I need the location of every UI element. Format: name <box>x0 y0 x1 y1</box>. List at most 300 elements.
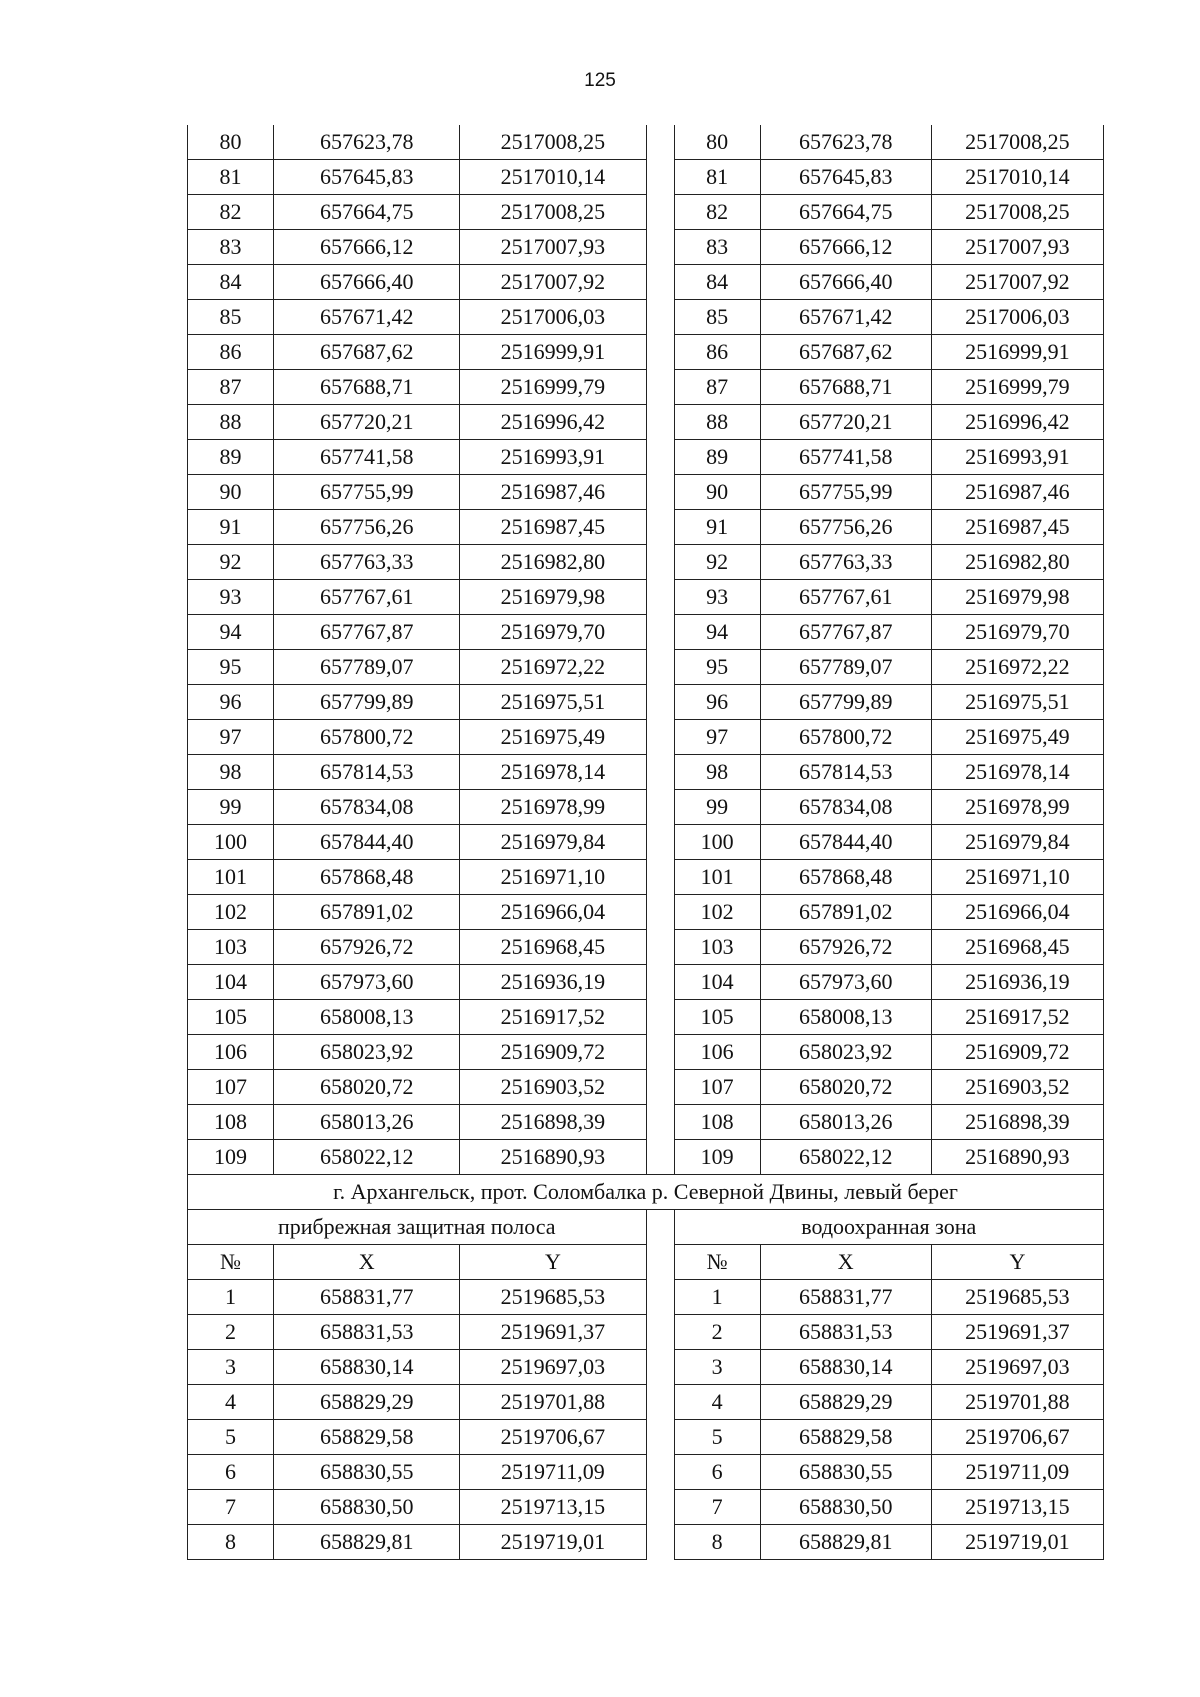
table-row <box>188 755 1104 790</box>
right-coord-y: 2517008,25 <box>931 195 1103 230</box>
table-row <box>188 860 1104 895</box>
left-point-number: 4 <box>188 1385 274 1420</box>
column-gap <box>646 790 674 825</box>
left-point-number: 90 <box>188 475 274 510</box>
right-coord-y: 2516968,45 <box>931 930 1103 965</box>
right-coord-y: 2519691,37 <box>931 1315 1103 1350</box>
left-coord-y: 2519701,88 <box>460 1385 646 1420</box>
left-coord-x: 657763,33 <box>274 545 460 580</box>
left-coord-y: 2516890,93 <box>460 1140 646 1175</box>
right-point-number: 86 <box>674 335 760 370</box>
table-row <box>188 1455 1104 1490</box>
table-row <box>188 685 1104 720</box>
left-point-number: 97 <box>188 720 274 755</box>
table-row <box>188 440 1104 475</box>
left-coord-x: 657789,07 <box>274 650 460 685</box>
table-row <box>188 650 1104 685</box>
column-gap <box>646 440 674 475</box>
right-point-number: 93 <box>674 580 760 615</box>
right-coord-y: 2519711,09 <box>931 1455 1103 1490</box>
left-coord-y: 2517008,25 <box>460 125 646 160</box>
left-coord-y: 2519691,37 <box>460 1315 646 1350</box>
left-coord-x: 658829,81 <box>274 1525 460 1560</box>
right-point-number: 101 <box>674 860 760 895</box>
left-coord-x: 657834,08 <box>274 790 460 825</box>
right-coord-y: 2519685,53 <box>931 1280 1103 1315</box>
right-point-number: 97 <box>674 720 760 755</box>
table-row <box>188 510 1104 545</box>
section-title: г. Архангельск, прот. Соломбалка р. Северной Двины, левый берег <box>188 1175 1104 1210</box>
column-gap <box>646 1385 674 1420</box>
table-row <box>188 1000 1104 1035</box>
column-gap <box>646 475 674 510</box>
column-gap <box>646 650 674 685</box>
right-point-number: 90 <box>674 475 760 510</box>
right-coord-x: 658830,14 <box>760 1350 931 1385</box>
column-gap <box>646 1455 674 1490</box>
left-coord-y: 2516968,45 <box>460 930 646 965</box>
left-coord-x: 658023,92 <box>274 1035 460 1070</box>
left-coord-y: 2517007,92 <box>460 265 646 300</box>
right-point-number: 100 <box>674 825 760 860</box>
right-point-number: 8 <box>674 1525 760 1560</box>
left-point-number: 82 <box>188 195 274 230</box>
left-coord-x: 657666,40 <box>274 265 460 300</box>
left-coord-x: 657973,60 <box>274 965 460 1000</box>
table-row <box>188 895 1104 930</box>
table-row <box>188 965 1104 1000</box>
left-coord-y: 2516975,49 <box>460 720 646 755</box>
right-coord-x: 658831,77 <box>760 1280 931 1315</box>
right-point-number: 84 <box>674 265 760 300</box>
right-coord-y: 2516996,42 <box>931 405 1103 440</box>
left-coord-y: 2516898,39 <box>460 1105 646 1140</box>
left-point-number: 99 <box>188 790 274 825</box>
right-coord-y: 2516972,22 <box>931 650 1103 685</box>
left-point-number: 95 <box>188 650 274 685</box>
table-row <box>188 195 1104 230</box>
table-row <box>188 300 1104 335</box>
column-gap <box>646 720 674 755</box>
right-point-number: 6 <box>674 1455 760 1490</box>
right-coord-x: 658830,55 <box>760 1455 931 1490</box>
right-coord-x: 657623,78 <box>760 125 931 160</box>
right-coord-x: 657687,62 <box>760 335 931 370</box>
coordinates-table <box>187 125 1104 1560</box>
left-point-number: 96 <box>188 685 274 720</box>
column-gap <box>646 1490 674 1525</box>
left-coord-x: 657666,12 <box>274 230 460 265</box>
left-coord-y: 2516917,52 <box>460 1000 646 1035</box>
left-coord-x: 658831,77 <box>274 1280 460 1315</box>
left-point-number: 104 <box>188 965 274 1000</box>
left-coord-x: 657868,48 <box>274 860 460 895</box>
left-point-number: 3 <box>188 1350 274 1385</box>
right-point-number: 1 <box>674 1280 760 1315</box>
right-coord-y: 2516993,91 <box>931 440 1103 475</box>
table-row <box>188 1420 1104 1455</box>
right-coord-x: 657891,02 <box>760 895 931 930</box>
right-coord-x: 657645,83 <box>760 160 931 195</box>
right-coord-y: 2516987,45 <box>931 510 1103 545</box>
left-point-number: 103 <box>188 930 274 965</box>
column-gap <box>646 580 674 615</box>
column-gap <box>646 1105 674 1140</box>
column-gap <box>646 1525 674 1560</box>
left-coord-y: 2516982,80 <box>460 545 646 580</box>
right-point-number: 5 <box>674 1420 760 1455</box>
left-point-number: 109 <box>188 1140 274 1175</box>
table-row <box>188 1035 1104 1070</box>
left-point-number: 88 <box>188 405 274 440</box>
right-point-number: 104 <box>674 965 760 1000</box>
left-point-number: 107 <box>188 1070 274 1105</box>
right-point-number: 83 <box>674 230 760 265</box>
right-coord-x: 658013,26 <box>760 1105 931 1140</box>
left-point-number: 8 <box>188 1525 274 1560</box>
table-row <box>188 160 1104 195</box>
left-point-number: 1 <box>188 1280 274 1315</box>
table-row <box>188 335 1104 370</box>
left-coord-y: 2516993,91 <box>460 440 646 475</box>
left-point-number: 92 <box>188 545 274 580</box>
right-coord-y: 2519719,01 <box>931 1525 1103 1560</box>
left-coord-x: 658020,72 <box>274 1070 460 1105</box>
right-point-number: 7 <box>674 1490 760 1525</box>
left-coord-x: 658830,50 <box>274 1490 460 1525</box>
left-coord-y: 2519697,03 <box>460 1350 646 1385</box>
right-coord-y: 2516978,14 <box>931 755 1103 790</box>
right-point-number: 99 <box>674 790 760 825</box>
column-gap <box>646 405 674 440</box>
right-coord-x: 658829,29 <box>760 1385 931 1420</box>
right-point-number: 2 <box>674 1315 760 1350</box>
right-point-number: 81 <box>674 160 760 195</box>
column-gap <box>646 195 674 230</box>
left-coord-x: 657664,75 <box>274 195 460 230</box>
left-point-number: 83 <box>188 230 274 265</box>
right-coord-x: 657973,60 <box>760 965 931 1000</box>
column-gap <box>646 230 674 265</box>
column-gap <box>646 1420 674 1455</box>
right-coord-y: 2519713,15 <box>931 1490 1103 1525</box>
left-point-number: 86 <box>188 335 274 370</box>
right-coord-y: 2516917,52 <box>931 1000 1103 1035</box>
column-gap <box>646 265 674 300</box>
left-point-number: 6 <box>188 1455 274 1490</box>
column-gap <box>646 930 674 965</box>
left-coord-y: 2516999,79 <box>460 370 646 405</box>
table-row <box>188 545 1104 580</box>
right-coord-y: 2516999,79 <box>931 370 1103 405</box>
left-coord-y: 2516987,45 <box>460 510 646 545</box>
column-gap <box>646 1245 674 1280</box>
right-point-number: 80 <box>674 125 760 160</box>
left-coord-y: 2516971,10 <box>460 860 646 895</box>
right-coord-y: 2516936,19 <box>931 965 1103 1000</box>
right-coord-x: 658829,81 <box>760 1525 931 1560</box>
right-point-number: 92 <box>674 545 760 580</box>
left-coord-x: 658008,13 <box>274 1000 460 1035</box>
right-coord-y: 2519697,03 <box>931 1350 1103 1385</box>
right-coord-y: 2517006,03 <box>931 300 1103 335</box>
right-point-number: 105 <box>674 1000 760 1035</box>
right-coord-y: 2516971,10 <box>931 860 1103 895</box>
left-coord-x: 657645,83 <box>274 160 460 195</box>
left-point-number: 100 <box>188 825 274 860</box>
left-coord-y: 2517007,93 <box>460 230 646 265</box>
left-point-number: 89 <box>188 440 274 475</box>
left-coord-y: 2516909,72 <box>460 1035 646 1070</box>
column-gap <box>646 1210 674 1245</box>
right-point-number: 87 <box>674 370 760 405</box>
page-number: 125 <box>584 70 616 91</box>
left-point-number: 106 <box>188 1035 274 1070</box>
left-coord-x: 657767,87 <box>274 615 460 650</box>
right-coord-x: 657763,33 <box>760 545 931 580</box>
header-x: X <box>760 1245 931 1280</box>
right-point-number: 108 <box>674 1105 760 1140</box>
right-coord-x: 657720,21 <box>760 405 931 440</box>
left-coord-y: 2516979,98 <box>460 580 646 615</box>
right-coord-x: 657671,42 <box>760 300 931 335</box>
left-point-number: 7 <box>188 1490 274 1525</box>
right-coord-x: 658831,53 <box>760 1315 931 1350</box>
right-point-number: 96 <box>674 685 760 720</box>
left-coord-y: 2519711,09 <box>460 1455 646 1490</box>
left-coord-y: 2517006,03 <box>460 300 646 335</box>
left-coord-x: 658022,12 <box>274 1140 460 1175</box>
left-coord-x: 657756,26 <box>274 510 460 545</box>
left-coord-y: 2516903,52 <box>460 1070 646 1105</box>
table-row <box>188 1350 1104 1385</box>
right-coord-x: 657666,40 <box>760 265 931 300</box>
column-gap <box>646 370 674 405</box>
column-gap <box>646 685 674 720</box>
table-row <box>188 125 1104 160</box>
left-coord-x: 657687,62 <box>274 335 460 370</box>
table-row <box>188 370 1104 405</box>
right-point-number: 4 <box>674 1385 760 1420</box>
right-coord-x: 658829,58 <box>760 1420 931 1455</box>
left-coord-x: 657800,72 <box>274 720 460 755</box>
table-row <box>188 405 1104 440</box>
left-coord-y: 2516975,51 <box>460 685 646 720</box>
right-point-number: 107 <box>674 1070 760 1105</box>
left-coord-x: 657720,21 <box>274 405 460 440</box>
left-coord-x: 657814,53 <box>274 755 460 790</box>
right-coord-x: 657741,58 <box>760 440 931 475</box>
right-coord-x: 657789,07 <box>760 650 931 685</box>
header-number: № <box>188 1245 274 1280</box>
right-coord-x: 657799,89 <box>760 685 931 720</box>
left-coord-y: 2516978,99 <box>460 790 646 825</box>
header-x: X <box>274 1245 460 1280</box>
left-coord-y: 2519706,67 <box>460 1420 646 1455</box>
left-point-number: 101 <box>188 860 274 895</box>
table-row <box>188 230 1104 265</box>
left-coord-y: 2519713,15 <box>460 1490 646 1525</box>
left-coord-x: 658830,14 <box>274 1350 460 1385</box>
subtitle-row <box>188 1210 1104 1245</box>
left-coord-x: 657688,71 <box>274 370 460 405</box>
section-title-row <box>188 1175 1104 1210</box>
left-coord-x: 657755,99 <box>274 475 460 510</box>
right-coord-x: 658008,13 <box>760 1000 931 1035</box>
right-coord-y: 2516975,51 <box>931 685 1103 720</box>
right-point-number: 89 <box>674 440 760 475</box>
column-gap <box>646 335 674 370</box>
right-coord-x: 657767,87 <box>760 615 931 650</box>
left-coord-y: 2516966,04 <box>460 895 646 930</box>
right-coord-y: 2516903,52 <box>931 1070 1103 1105</box>
left-coord-y: 2516936,19 <box>460 965 646 1000</box>
right-coord-y: 2516979,98 <box>931 580 1103 615</box>
left-point-number: 91 <box>188 510 274 545</box>
column-gap <box>646 895 674 930</box>
right-coord-y: 2519701,88 <box>931 1385 1103 1420</box>
left-coord-y: 2516979,70 <box>460 615 646 650</box>
right-point-number: 98 <box>674 755 760 790</box>
left-coord-y: 2517010,14 <box>460 160 646 195</box>
left-coord-x: 658013,26 <box>274 1105 460 1140</box>
left-coord-x: 657741,58 <box>274 440 460 475</box>
right-point-number: 85 <box>674 300 760 335</box>
right-coord-y: 2516999,91 <box>931 335 1103 370</box>
column-gap <box>646 1350 674 1385</box>
left-point-number: 81 <box>188 160 274 195</box>
right-point-number: 103 <box>674 930 760 965</box>
column-gap <box>646 510 674 545</box>
column-gap <box>646 615 674 650</box>
right-coord-y: 2516966,04 <box>931 895 1103 930</box>
left-coord-x: 658829,58 <box>274 1420 460 1455</box>
table-row <box>188 1140 1104 1175</box>
right-coord-y: 2516987,46 <box>931 475 1103 510</box>
column-gap <box>646 860 674 895</box>
column-gap <box>646 1035 674 1070</box>
right-coord-y: 2517008,25 <box>931 125 1103 160</box>
right-coord-y: 2516909,72 <box>931 1035 1103 1070</box>
left-coord-y: 2516979,84 <box>460 825 646 860</box>
column-gap <box>646 1280 674 1315</box>
column-gap <box>646 1315 674 1350</box>
left-point-number: 2 <box>188 1315 274 1350</box>
right-point-number: 88 <box>674 405 760 440</box>
right-coord-x: 657834,08 <box>760 790 931 825</box>
right-coord-y: 2516979,70 <box>931 615 1103 650</box>
right-coord-y: 2517007,93 <box>931 230 1103 265</box>
right-coord-x: 657868,48 <box>760 860 931 895</box>
column-gap <box>646 755 674 790</box>
right-point-number: 3 <box>674 1350 760 1385</box>
left-coord-y: 2516999,91 <box>460 335 646 370</box>
table-row <box>188 580 1104 615</box>
left-subtitle: прибрежная защитная полоса <box>188 1210 647 1245</box>
right-point-number: 106 <box>674 1035 760 1070</box>
right-coord-x: 657767,61 <box>760 580 931 615</box>
right-coord-y: 2517007,92 <box>931 265 1103 300</box>
right-coord-x: 658022,12 <box>760 1140 931 1175</box>
left-point-number: 102 <box>188 895 274 930</box>
left-coord-y: 2519685,53 <box>460 1280 646 1315</box>
table-row <box>188 1280 1104 1315</box>
left-point-number: 5 <box>188 1420 274 1455</box>
right-point-number: 94 <box>674 615 760 650</box>
left-coord-x: 658831,53 <box>274 1315 460 1350</box>
header-y: Y <box>931 1245 1103 1280</box>
right-subtitle: водоохранная зона <box>674 1210 1103 1245</box>
right-coord-y: 2519706,67 <box>931 1420 1103 1455</box>
right-coord-y: 2517010,14 <box>931 160 1103 195</box>
left-point-number: 108 <box>188 1105 274 1140</box>
column-gap <box>646 825 674 860</box>
left-point-number: 87 <box>188 370 274 405</box>
right-coord-x: 657664,75 <box>760 195 931 230</box>
left-coord-x: 657891,02 <box>274 895 460 930</box>
left-coord-x: 657767,61 <box>274 580 460 615</box>
left-coord-x: 658829,29 <box>274 1385 460 1420</box>
column-gap <box>646 1000 674 1035</box>
left-point-number: 105 <box>188 1000 274 1035</box>
left-coord-y: 2517008,25 <box>460 195 646 230</box>
column-gap <box>646 160 674 195</box>
left-coord-y: 2516978,14 <box>460 755 646 790</box>
left-coord-y: 2516972,22 <box>460 650 646 685</box>
right-coord-x: 657755,99 <box>760 475 931 510</box>
left-coord-y: 2516987,46 <box>460 475 646 510</box>
right-point-number: 95 <box>674 650 760 685</box>
right-coord-x: 657666,12 <box>760 230 931 265</box>
column-gap <box>646 1140 674 1175</box>
right-point-number: 102 <box>674 895 760 930</box>
right-coord-y: 2516898,39 <box>931 1105 1103 1140</box>
left-coord-x: 657671,42 <box>274 300 460 335</box>
left-point-number: 93 <box>188 580 274 615</box>
header-number: № <box>674 1245 760 1280</box>
left-coord-x: 658830,55 <box>274 1455 460 1490</box>
table-row <box>188 930 1104 965</box>
column-gap <box>646 545 674 580</box>
column-gap <box>646 125 674 160</box>
table-row <box>188 265 1104 300</box>
right-coord-x: 658830,50 <box>760 1490 931 1525</box>
table-row <box>188 1490 1104 1525</box>
header-row <box>188 1245 1104 1280</box>
left-coord-y: 2516996,42 <box>460 405 646 440</box>
right-coord-x: 657844,40 <box>760 825 931 860</box>
table-row <box>188 1105 1104 1140</box>
table-row <box>188 1315 1104 1350</box>
right-coord-y: 2516982,80 <box>931 545 1103 580</box>
table-row <box>188 1070 1104 1105</box>
right-coord-y: 2516890,93 <box>931 1140 1103 1175</box>
right-point-number: 82 <box>674 195 760 230</box>
right-coord-y: 2516979,84 <box>931 825 1103 860</box>
right-coord-x: 657688,71 <box>760 370 931 405</box>
left-coord-x: 657623,78 <box>274 125 460 160</box>
left-point-number: 98 <box>188 755 274 790</box>
right-coord-x: 658023,92 <box>760 1035 931 1070</box>
left-coord-x: 657926,72 <box>274 930 460 965</box>
table-row <box>188 790 1104 825</box>
right-coord-x: 657756,26 <box>760 510 931 545</box>
left-coord-x: 657799,89 <box>274 685 460 720</box>
right-coord-x: 657800,72 <box>760 720 931 755</box>
header-y: Y <box>460 1245 646 1280</box>
left-point-number: 94 <box>188 615 274 650</box>
left-coord-x: 657844,40 <box>274 825 460 860</box>
